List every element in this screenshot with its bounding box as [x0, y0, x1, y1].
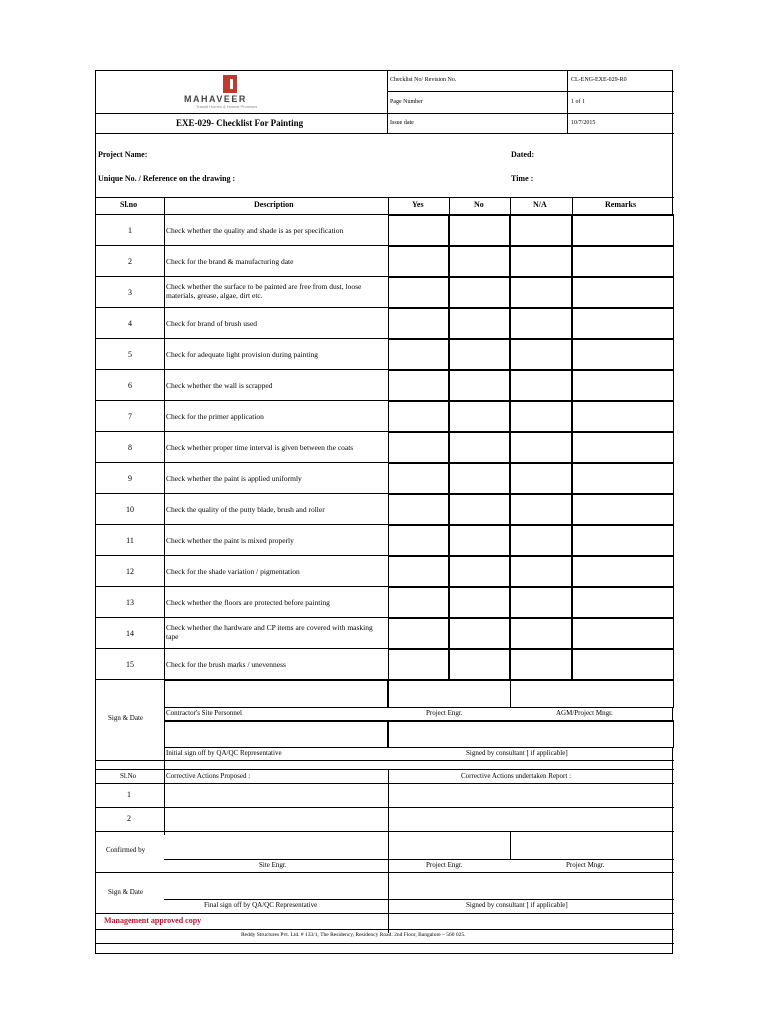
corrective-row-1: 1 — [127, 790, 131, 799]
no-checkbox[interactable] — [449, 463, 510, 494]
no-checkbox[interactable] — [449, 556, 510, 587]
no-checkbox[interactable] — [449, 215, 510, 246]
page-number-label: Page Number — [390, 99, 423, 105]
row-description: Check the quality of the putty blade, brush and roller — [166, 505, 325, 514]
na-checkbox[interactable] — [510, 277, 572, 308]
row-number: 9 — [128, 473, 132, 483]
row-description: Check whether the hardware and CP items are covered with masking tape — [166, 623, 373, 641]
na-checkbox[interactable] — [510, 649, 572, 680]
final-signoff-label: Final sign off by QA/QC Representative — [204, 901, 318, 909]
engr-sign-box[interactable] — [388, 680, 511, 708]
remarks-field[interactable] — [572, 556, 674, 587]
table-row — [96, 587, 674, 618]
row-description: Check whether the paint is applied uniformly — [166, 474, 302, 483]
table-row — [96, 215, 674, 246]
row-number: 7 — [128, 411, 132, 421]
yes-checkbox[interactable] — [388, 494, 449, 525]
no-checkbox[interactable] — [449, 432, 510, 463]
project-engr-label-1: Project Engr. — [426, 709, 463, 717]
na-checkbox[interactable] — [510, 370, 572, 401]
corrective-slno: Sl.No — [120, 772, 137, 780]
row-number: 11 — [126, 535, 134, 545]
remarks-field[interactable] — [572, 308, 674, 339]
checklist-no-label: Checklist No/ Revision No. — [390, 77, 457, 83]
row-description: Check whether the surface to be painted are free from dust, loose materials, grease, algae, dirt etc. — [166, 282, 362, 300]
na-checkbox[interactable] — [510, 463, 572, 494]
table-row — [96, 463, 674, 494]
contractor-sign-box[interactable] — [164, 680, 388, 708]
remarks-field[interactable] — [572, 339, 674, 370]
company-logo — [156, 73, 306, 111]
consultant-sign-box-1[interactable] — [388, 721, 674, 748]
yes-checkbox[interactable] — [388, 618, 449, 649]
na-checkbox[interactable] — [510, 308, 572, 339]
remarks-field[interactable] — [572, 649, 674, 680]
remarks-field[interactable] — [572, 463, 674, 494]
row-description: Check for adequate light provision during painting — [166, 350, 319, 359]
no-checkbox[interactable] — [449, 277, 510, 308]
header-yes: Yes — [412, 200, 424, 209]
remarks-field[interactable] — [572, 587, 674, 618]
yes-checkbox[interactable] — [388, 339, 449, 370]
table-row — [96, 525, 674, 556]
row-description: Check whether the floors are protected before painting — [166, 598, 330, 607]
contractor-label: Contractor's Site Personnel — [166, 709, 242, 717]
project-name-label: Project Name: — [98, 150, 148, 159]
issue-date-value: 10/7/2015 — [571, 120, 596, 126]
row-description: Check for brand of brush used — [166, 319, 258, 328]
table-row — [96, 339, 674, 370]
remarks-field[interactable] — [572, 494, 674, 525]
remarks-field[interactable] — [572, 246, 674, 277]
page-number-value: 1 of 1 — [571, 99, 585, 105]
site-engr-label: Site Engr. — [259, 861, 287, 869]
na-checkbox[interactable] — [510, 587, 572, 618]
na-checkbox[interactable] — [510, 525, 572, 556]
table-row — [96, 370, 674, 401]
yes-checkbox[interactable] — [388, 525, 449, 556]
agm-label: AGM/Project Mngr. — [556, 709, 613, 717]
sign-date-label-1: Sign & Date — [108, 714, 143, 722]
checklist-no-value: CL-ENG-EXE-029-R0 — [571, 77, 627, 83]
initial-signoff-box[interactable] — [164, 721, 388, 748]
project-mngr-label: Project Mngr. — [566, 861, 605, 869]
management-approved: Management approved copy — [104, 916, 202, 925]
yes-checkbox[interactable] — [388, 432, 449, 463]
row-description: Check for the brand & manufacturing date — [166, 257, 294, 266]
row-description: Check for the brush marks / unevenness — [166, 660, 286, 669]
unique-no-label: Unique No. / Reference on the drawing : — [98, 174, 236, 183]
consultant-label-1: Signed by consultant [ if applicable] — [466, 749, 568, 757]
row-number: 14 — [126, 628, 134, 638]
table-row — [96, 277, 674, 308]
yes-checkbox[interactable] — [388, 401, 449, 432]
project-engr-label-2: Project Engr. — [426, 861, 463, 869]
time-label: Time : — [511, 174, 534, 183]
na-checkbox[interactable] — [510, 432, 572, 463]
header-na: N/A — [533, 200, 547, 209]
issue-date-label: Issue date — [390, 120, 414, 126]
na-checkbox[interactable] — [510, 556, 572, 587]
no-checkbox[interactable] — [449, 618, 510, 649]
header-remarks: Remarks — [605, 200, 637, 209]
remarks-field[interactable] — [572, 432, 674, 463]
confirmed-by-label: Confirmed by — [106, 846, 146, 854]
table-row — [96, 649, 674, 680]
yes-checkbox[interactable] — [388, 587, 449, 618]
corrective-proposed-label: Corrective Actions Proposed : — [166, 772, 251, 780]
na-checkbox[interactable] — [510, 494, 572, 525]
remarks-field[interactable] — [572, 525, 674, 556]
remarks-field[interactable] — [572, 401, 674, 432]
no-checkbox[interactable] — [449, 401, 510, 432]
corrective-row-2: 2 — [127, 814, 131, 823]
yes-checkbox[interactable] — [388, 463, 449, 494]
company-name: MAHAVEER — [184, 94, 247, 104]
row-number: 1 — [128, 225, 132, 235]
form-title: EXE-029- Checklist For Painting — [176, 118, 304, 128]
row-description: Check for the shade variation / pigmentation — [166, 567, 300, 576]
initial-signoff-label: Initial sign off by QA/QC Representative — [166, 749, 282, 757]
no-checkbox[interactable] — [449, 494, 510, 525]
table-row — [96, 401, 674, 432]
yes-checkbox[interactable] — [388, 649, 449, 680]
footer-address: Reddy Structures Pvt. Ltd. # 133/1, The Residency, Residency Road. 2nd Floor, Bangalore – 560 025. — [241, 932, 466, 938]
no-checkbox[interactable] — [449, 525, 510, 556]
table-row — [96, 308, 674, 339]
na-checkbox[interactable] — [510, 215, 572, 246]
na-checkbox[interactable] — [510, 339, 572, 370]
na-checkbox[interactable] — [510, 618, 572, 649]
checklist-sheet — [95, 70, 673, 954]
row-description: Check for the primer application — [166, 412, 264, 421]
agm-sign-box[interactable] — [510, 680, 674, 708]
yes-checkbox[interactable] — [388, 556, 449, 587]
no-checkbox[interactable] — [449, 246, 510, 277]
yes-checkbox[interactable] — [388, 215, 449, 246]
remarks-field[interactable] — [572, 618, 674, 649]
no-checkbox[interactable] — [449, 587, 510, 618]
row-number: 13 — [126, 597, 134, 607]
row-description: Check whether the paint is mixed properly — [166, 536, 294, 545]
yes-checkbox[interactable] — [388, 277, 449, 308]
row-number: 5 — [128, 349, 132, 359]
remarks-field[interactable] — [572, 215, 674, 246]
table-row — [96, 618, 674, 649]
row-number: 8 — [128, 442, 132, 452]
no-checkbox[interactable] — [449, 649, 510, 680]
yes-checkbox[interactable] — [388, 370, 449, 401]
company-tagline: Transit Homes & Honest Promises — [196, 104, 258, 109]
table-row — [96, 432, 674, 463]
table-row — [96, 246, 674, 277]
row-description: Check whether the quality and shade is as per specification — [166, 226, 344, 235]
row-number: 6 — [128, 380, 132, 390]
yes-checkbox[interactable] — [388, 246, 449, 277]
row-description: Check whether proper time interval is given between the coats — [166, 443, 354, 452]
consultant-label-2: Signed by consultant [ if applicable] — [466, 901, 568, 909]
header-slno: Sl.no — [120, 200, 138, 209]
row-number: 10 — [126, 504, 134, 514]
corrective-undertaken-label: Corrective Actions undertaken Report : — [461, 772, 572, 780]
header-no: No — [474, 200, 484, 209]
row-number: 4 — [128, 318, 132, 328]
no-checkbox[interactable] — [449, 339, 510, 370]
row-number: 3 — [128, 287, 132, 297]
table-row — [96, 556, 674, 587]
na-checkbox[interactable] — [510, 401, 572, 432]
dated-label: Dated: — [511, 150, 535, 159]
remarks-field[interactable] — [572, 277, 674, 308]
na-checkbox[interactable] — [510, 246, 572, 277]
yes-checkbox[interactable] — [388, 308, 449, 339]
table-row — [96, 494, 674, 525]
no-checkbox[interactable] — [449, 370, 510, 401]
row-number: 15 — [126, 659, 134, 669]
remarks-field[interactable] — [572, 370, 674, 401]
no-checkbox[interactable] — [449, 308, 510, 339]
row-number: 12 — [126, 566, 134, 576]
row-number: 2 — [128, 256, 132, 266]
sign-date-label-2: Sign & Date — [108, 888, 143, 896]
row-description: Check whether the wall is scrapped — [166, 381, 273, 390]
header-description: Description — [254, 200, 294, 209]
